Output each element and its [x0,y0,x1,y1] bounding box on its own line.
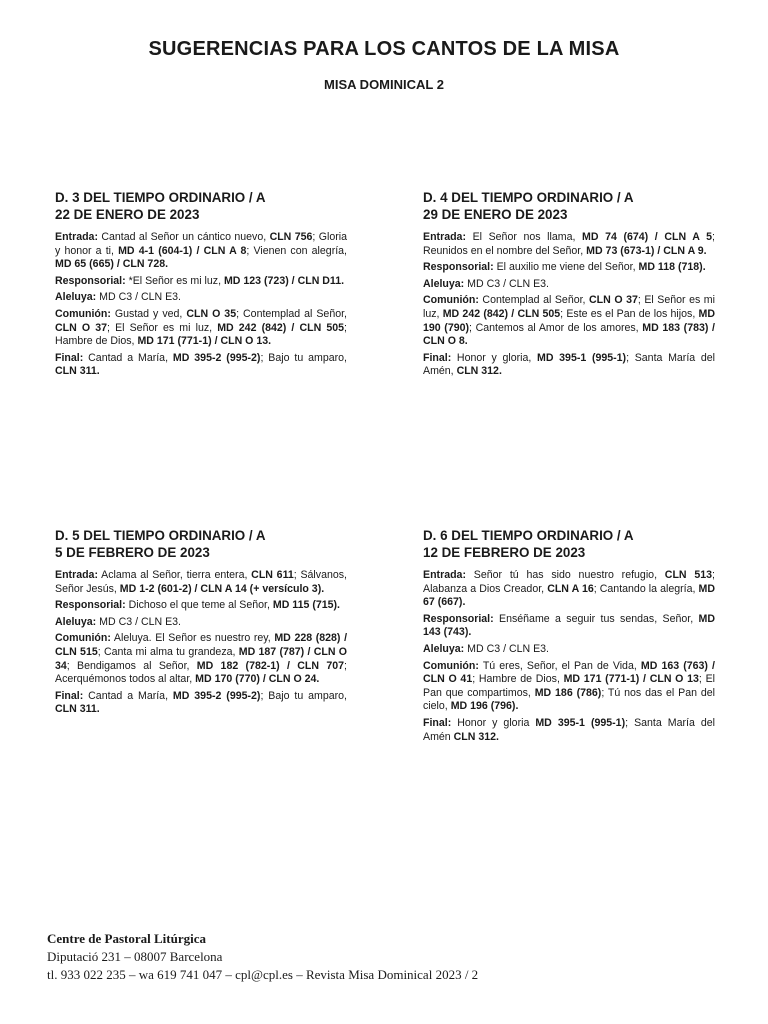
entry-label: Entrada: [55,231,98,243]
song-reference: CLN 312. [456,365,502,378]
song-reference: MD 242 (842) / CLN 505 [217,321,345,334]
song-title: ; Alabanza a Dios Creador, [423,569,715,595]
song-reference: MD 4-1 (604-1) / CLN A 8 [118,244,247,257]
song-title: Honor y gloria, [451,351,537,364]
song-title: Cantad a María, [83,689,173,702]
song-reference: MD 73 (673-1) / CLN A 9. [586,244,707,257]
section-heading-line2: 29 DE ENERO DE 2023 [423,207,568,222]
song-reference: CLN 513 [664,569,713,581]
entry-label: Aleluya: [55,615,97,628]
section-heading-line1: D. 4 DEL TIEMPO ORDINARIO / A [423,190,634,205]
song-title: Tú eres, Señor, el Pan de Vida, [478,659,641,672]
song-title: Contemplad al Señor, [478,294,590,307]
song-entry [55,275,347,289]
section-d4 [423,189,715,382]
song-title: ; Bendigamos al Señor, [66,659,197,672]
song-title: ; Vienen con alegría, [246,244,347,257]
footer-organization: Centre de Pastoral Litúrgica [47,931,206,946]
song-entry [55,291,347,305]
entry-label: Entrada: [55,569,98,581]
song-entry [423,294,715,348]
entry-label: Comunión: [423,294,479,307]
section-heading [55,527,347,561]
song-entry [423,261,715,275]
song-title: ; Contemplad al Señor, [236,307,347,320]
song-entry [55,690,347,717]
song-title: Gustad y ved, [110,307,187,320]
song-reference: MD 115 (715). [272,599,341,612]
song-reference: CLN O 35 [186,307,237,320]
song-entry [55,569,347,596]
page-subtitle: MISA DOMINICAL 2 [324,77,444,92]
entry-label: Responsorial: [423,261,494,274]
song-title: *El Señor es mi luz, [125,274,224,287]
song-title: ; Acerquémonos todos al altar, [55,659,347,686]
song-title: ; Gloria y honor a ti, [55,231,347,257]
song-reference: CLN O 37 [589,294,638,307]
song-title: ; Hambre de Dios, [472,673,564,686]
entry-label: Responsorial: [55,599,126,612]
song-reference: MD 74 (674) / CLN A 5 [582,231,713,243]
section-d3 [55,189,347,382]
song-title: Señor tú has sido nuestro refugio, [465,569,665,581]
song-reference: CLN A 16 [547,582,594,595]
song-reference: CLN 311. [55,703,100,716]
song-reference: MD 163 (763) / CLN O 41 [423,659,715,686]
song-entry [423,660,715,714]
song-reference: MD 187 (787) / CLN O 34 [55,645,348,672]
song-title: ; Hambre de Dios, [55,321,347,348]
entry-label: Comunión: [55,307,111,320]
song-title: ; El Señor es mi luz, [423,294,715,320]
song-entry [423,352,715,379]
section-entries [55,231,347,379]
entry-label: Comunión: [55,632,111,645]
entry-label: Aleluya: [55,291,97,304]
song-reference: MD 182 (782-1) / CLN 707 [196,659,345,672]
song-title: Aclama al Señor, tierra entera, [97,569,252,581]
song-title: MD C3 / CLN E3. [96,615,181,628]
section-heading [423,189,715,223]
entry-label: Entrada: [423,231,466,243]
song-title: ; Tú nos das el Pan del cielo, [423,686,715,713]
song-reference: CLN 312. [453,730,499,743]
song-title: ; Santa María del Amén [423,716,715,743]
song-title: ; Sálvanos, Señor Jesús, [55,569,347,595]
page-title: SUGERENCIAS PARA LOS CANTOS DE LA MISA [148,38,620,60]
song-entry [423,231,715,258]
song-title: ; El Señor es mi luz, [107,321,218,334]
song-reference: MD 183 (783) / CLN O 8. [423,321,715,348]
song-title: ; El Pan que compartimos, [423,673,715,699]
section-heading [423,527,715,561]
song-title: MD C3 / CLN E3. [464,642,549,655]
song-title: ; Bajo tu amparo, [260,351,347,364]
song-reference: MD 395-2 (995-2) [172,351,261,364]
song-entry [423,278,715,292]
song-title: MD C3 / CLN E3. [464,277,549,290]
song-reference: MD 395-1 (995-1) [537,351,627,364]
song-entry [55,352,347,379]
song-entry [423,613,715,640]
song-reference: MD 143 (743). [423,612,715,639]
song-reference: MD 118 (718). [638,261,706,274]
song-title: Aleluya. El Señor es nuestro rey, [110,632,275,645]
entry-label: Final: [55,351,84,364]
song-title: Dichoso el que teme al Señor, [125,599,273,612]
section-heading-line1: D. 6 DEL TIEMPO ORDINARIO / A [423,528,634,543]
footer-contact: tl. 933 022 235 – wa 619 741 047 – cpl@cpl.es – Revista Misa Dominical 2023 / 2 [47,967,479,982]
song-reference: MD 395-2 (995-2) [172,689,261,702]
song-entry [55,231,347,272]
section-entries [423,231,715,379]
song-reference: MD 228 (828) / CLN 515 [55,632,348,658]
song-reference: MD 242 (842) / CLN 505 [442,307,561,320]
song-reference: MD 65 (665) / CLN 728. [55,258,169,271]
section-heading [55,189,347,223]
song-title: ; Reunidos en el nombre del Señor, [423,231,715,257]
song-entry [55,308,347,349]
entry-label: Final: [423,351,452,364]
song-title: ; Bajo tu amparo, [260,689,347,702]
song-reference: MD 190 (790) [423,307,715,334]
song-entry [423,569,715,610]
song-reference: MD 123 (723) / CLN D11. [223,274,345,287]
song-title: MD C3 / CLN E3. [96,291,181,304]
section-heading-line2: 12 DE FEBRERO DE 2023 [423,545,586,560]
section-entries [423,569,715,744]
song-entry [55,616,347,630]
section-heading-line1: D. 5 DEL TIEMPO ORDINARIO / A [55,528,266,543]
song-reference: MD 196 (796). [450,700,519,713]
section-heading-line1: D. 3 DEL TIEMPO ORDINARIO / A [55,190,266,205]
song-title: Cantad al Señor un cántico nuevo, [97,231,270,243]
section-heading-line2: 5 DE FEBRERO DE 2023 [55,545,210,560]
song-reference: CLN 756 [269,231,313,243]
song-reference: MD 67 (667). [423,582,715,609]
song-title: Enséñame a seguir tus sendas, Señor, [493,612,699,625]
song-title: ; Cantando la alegría, [593,582,699,595]
song-reference: CLN 311. [55,365,100,378]
entry-label: Aleluya: [423,277,465,290]
song-entry [423,643,715,657]
song-title: El Señor nos llama, [465,231,582,243]
footer [47,930,478,984]
song-entry [423,717,715,744]
section-d5 [55,527,347,720]
footer-address: Diputació 231 – 08007 Barcelona [47,949,223,964]
section-entries [55,569,347,717]
song-reference: MD 395-1 (995-1) [535,716,626,729]
section-heading-line2: 22 DE ENERO DE 2023 [55,207,200,222]
section-d6 [423,527,715,747]
song-entry [55,632,347,686]
song-reference: CLN O 37 [55,321,108,334]
entry-label: Final: [55,689,84,702]
song-title: ; Cantemos al Amor de los amores, [469,321,643,334]
entry-label: Comunión: [423,659,479,672]
song-reference: MD 186 (786) [534,686,602,699]
song-entry [55,599,347,613]
entry-label: Responsorial: [55,274,126,287]
song-reference: CLN 611 [251,569,294,581]
song-title: ; Canta mi alma tu grandeza, [97,645,239,658]
entry-label: Responsorial: [423,612,494,625]
entry-label: Final: [423,716,452,729]
song-title: Cantad a María, [83,351,173,364]
entry-label: Aleluya: [423,642,465,655]
song-reference: MD 170 (770) / CLN O 24. [195,673,320,686]
song-title: Honor y gloria [451,716,536,729]
song-title: ; Este es el Pan de los hijos, [560,307,699,320]
song-reference: MD 171 (771-1) / CLN O 13. [137,335,272,348]
song-reference: MD 171 (771-1) / CLN O 13 [563,673,699,686]
entry-label: Entrada: [423,569,466,581]
song-title: ; Santa María del Amén, [423,351,715,378]
song-title: El auxilio me viene del Señor, [493,261,639,274]
song-reference: MD 1-2 (601-2) / CLN A 14 (+ versículo 3). [119,582,325,595]
